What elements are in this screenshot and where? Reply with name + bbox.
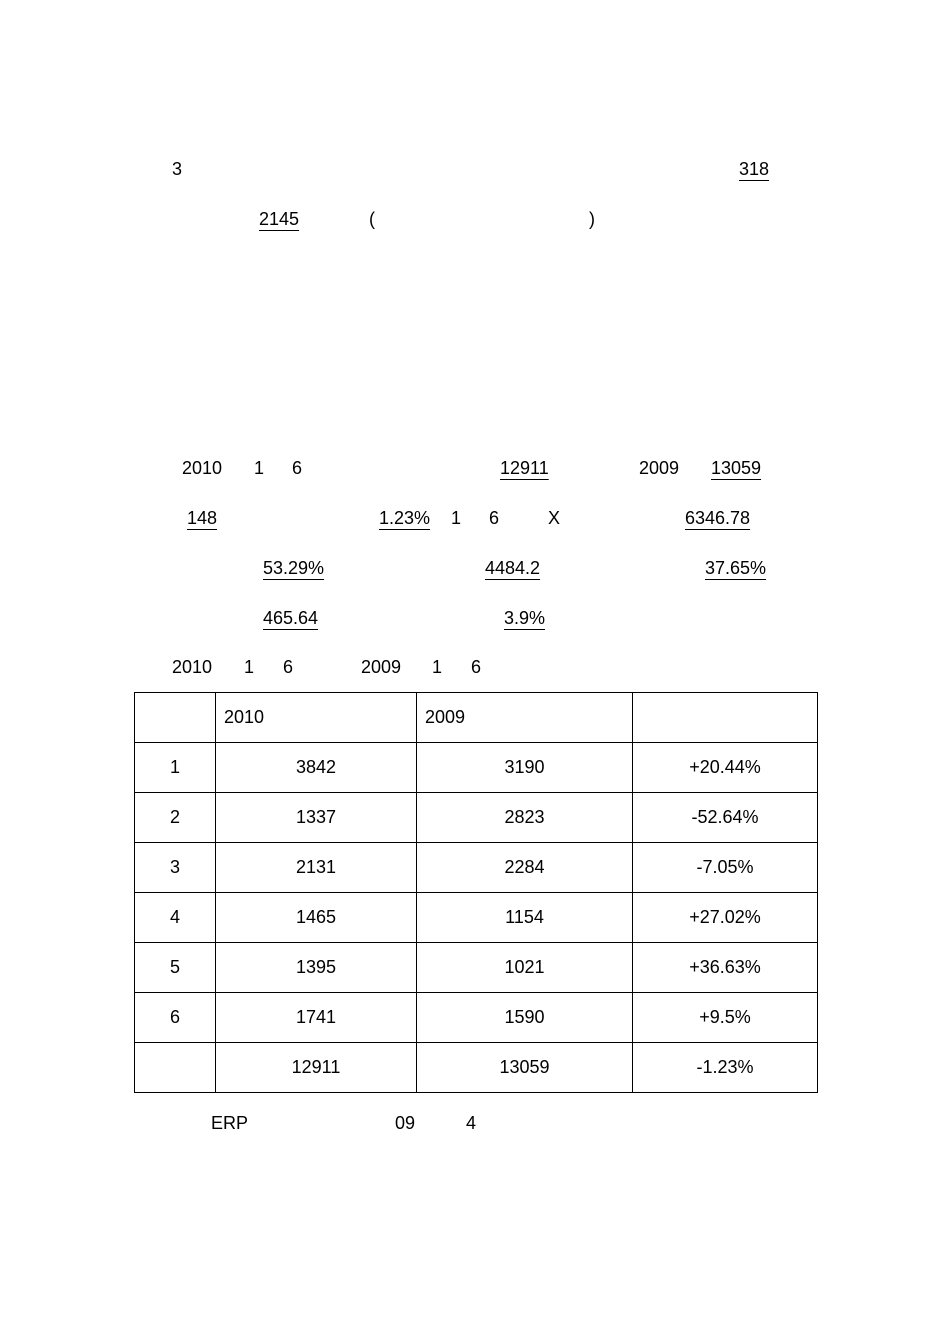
total-2010-cell: 12911 bbox=[216, 1043, 417, 1093]
comparison-table bbox=[134, 692, 818, 1093]
header-cell bbox=[135, 693, 216, 743]
table-row bbox=[135, 743, 818, 793]
header-cell-2009: 2009 bbox=[417, 693, 633, 743]
intro-number-3: 3 bbox=[172, 159, 183, 179]
value-2009: 2823 bbox=[417, 793, 633, 843]
table-total-row bbox=[135, 1043, 818, 1093]
change-percent: -7.05% bbox=[633, 843, 818, 893]
month-end: 6 bbox=[292, 458, 303, 478]
value-2009: 3190 bbox=[417, 743, 633, 793]
change-percent: +36.63% bbox=[633, 943, 818, 993]
decline-percent: 1.23% bbox=[379, 508, 431, 528]
x-label: X bbox=[548, 508, 561, 528]
caption-month-b1: 1 bbox=[432, 657, 443, 677]
value-2009: 1154 bbox=[417, 893, 633, 943]
total-2009-cell: 13059 bbox=[417, 1043, 633, 1093]
row-index bbox=[135, 1043, 216, 1093]
month-start-2: 1 bbox=[451, 508, 462, 528]
value-2009: 2284 bbox=[417, 843, 633, 893]
row-index: 1 bbox=[135, 743, 216, 793]
table-row bbox=[135, 943, 818, 993]
row-index: 5 bbox=[135, 943, 216, 993]
value-2010: 1395 bbox=[216, 943, 417, 993]
year-2009: 2009 bbox=[639, 458, 680, 478]
row-index: 2 bbox=[135, 793, 216, 843]
footnote-year: 09 bbox=[395, 1113, 416, 1133]
total-2010: 12911 bbox=[500, 458, 549, 478]
row-index: 3 bbox=[135, 843, 216, 893]
intro-paren-open: ( bbox=[369, 209, 375, 229]
table-row bbox=[135, 793, 818, 843]
change-percent: +27.02% bbox=[633, 893, 818, 943]
row-index: 4 bbox=[135, 893, 216, 943]
value-4484: 4484.2 bbox=[485, 558, 541, 578]
change-percent: +9.5% bbox=[633, 993, 818, 1043]
table-row bbox=[135, 993, 818, 1043]
value-2009: 1590 bbox=[417, 993, 633, 1043]
caption-month-a1: 1 bbox=[244, 657, 255, 677]
table-header-row bbox=[135, 693, 818, 743]
caption-year-b: 2009 bbox=[361, 657, 402, 677]
percent-3-9: 3.9% bbox=[504, 608, 546, 628]
footnote-number: 4 bbox=[466, 1113, 477, 1133]
caption-year-a: 2010 bbox=[172, 657, 213, 677]
value-2010: 1337 bbox=[216, 793, 417, 843]
header-cell-2010: 2010 bbox=[216, 693, 417, 743]
value-2010: 1741 bbox=[216, 993, 417, 1043]
month-end-2: 6 bbox=[489, 508, 500, 528]
percent-37: 37.65% bbox=[705, 558, 767, 578]
value-2010: 3842 bbox=[216, 743, 417, 793]
percent-53: 53.29% bbox=[263, 558, 325, 578]
table-row bbox=[135, 893, 818, 943]
table-row bbox=[135, 843, 818, 893]
value-2010: 2131 bbox=[216, 843, 417, 893]
value-6346: 6346.78 bbox=[685, 508, 751, 528]
value-2009: 1021 bbox=[417, 943, 633, 993]
footnote-erp: ERP bbox=[211, 1113, 249, 1133]
caption-month-b6: 6 bbox=[471, 657, 482, 677]
difference-value: 148 bbox=[187, 508, 218, 528]
total-2009: 13059 bbox=[711, 458, 762, 478]
value-2010: 1465 bbox=[216, 893, 417, 943]
header-cell-change bbox=[633, 693, 818, 743]
year-2010: 2010 bbox=[182, 458, 223, 478]
month-start: 1 bbox=[254, 458, 265, 478]
intro-paren-close: ) bbox=[589, 209, 595, 229]
change-percent: -52.64% bbox=[633, 793, 818, 843]
value-465: 465.64 bbox=[263, 608, 319, 628]
intro-value-318: 318 bbox=[739, 159, 770, 179]
row-index: 6 bbox=[135, 993, 216, 1043]
caption-month-a6: 6 bbox=[283, 657, 294, 677]
change-percent: +20.44% bbox=[633, 743, 818, 793]
intro-value-2145: 2145 bbox=[259, 209, 300, 229]
total-change-cell: -1.23% bbox=[633, 1043, 818, 1093]
